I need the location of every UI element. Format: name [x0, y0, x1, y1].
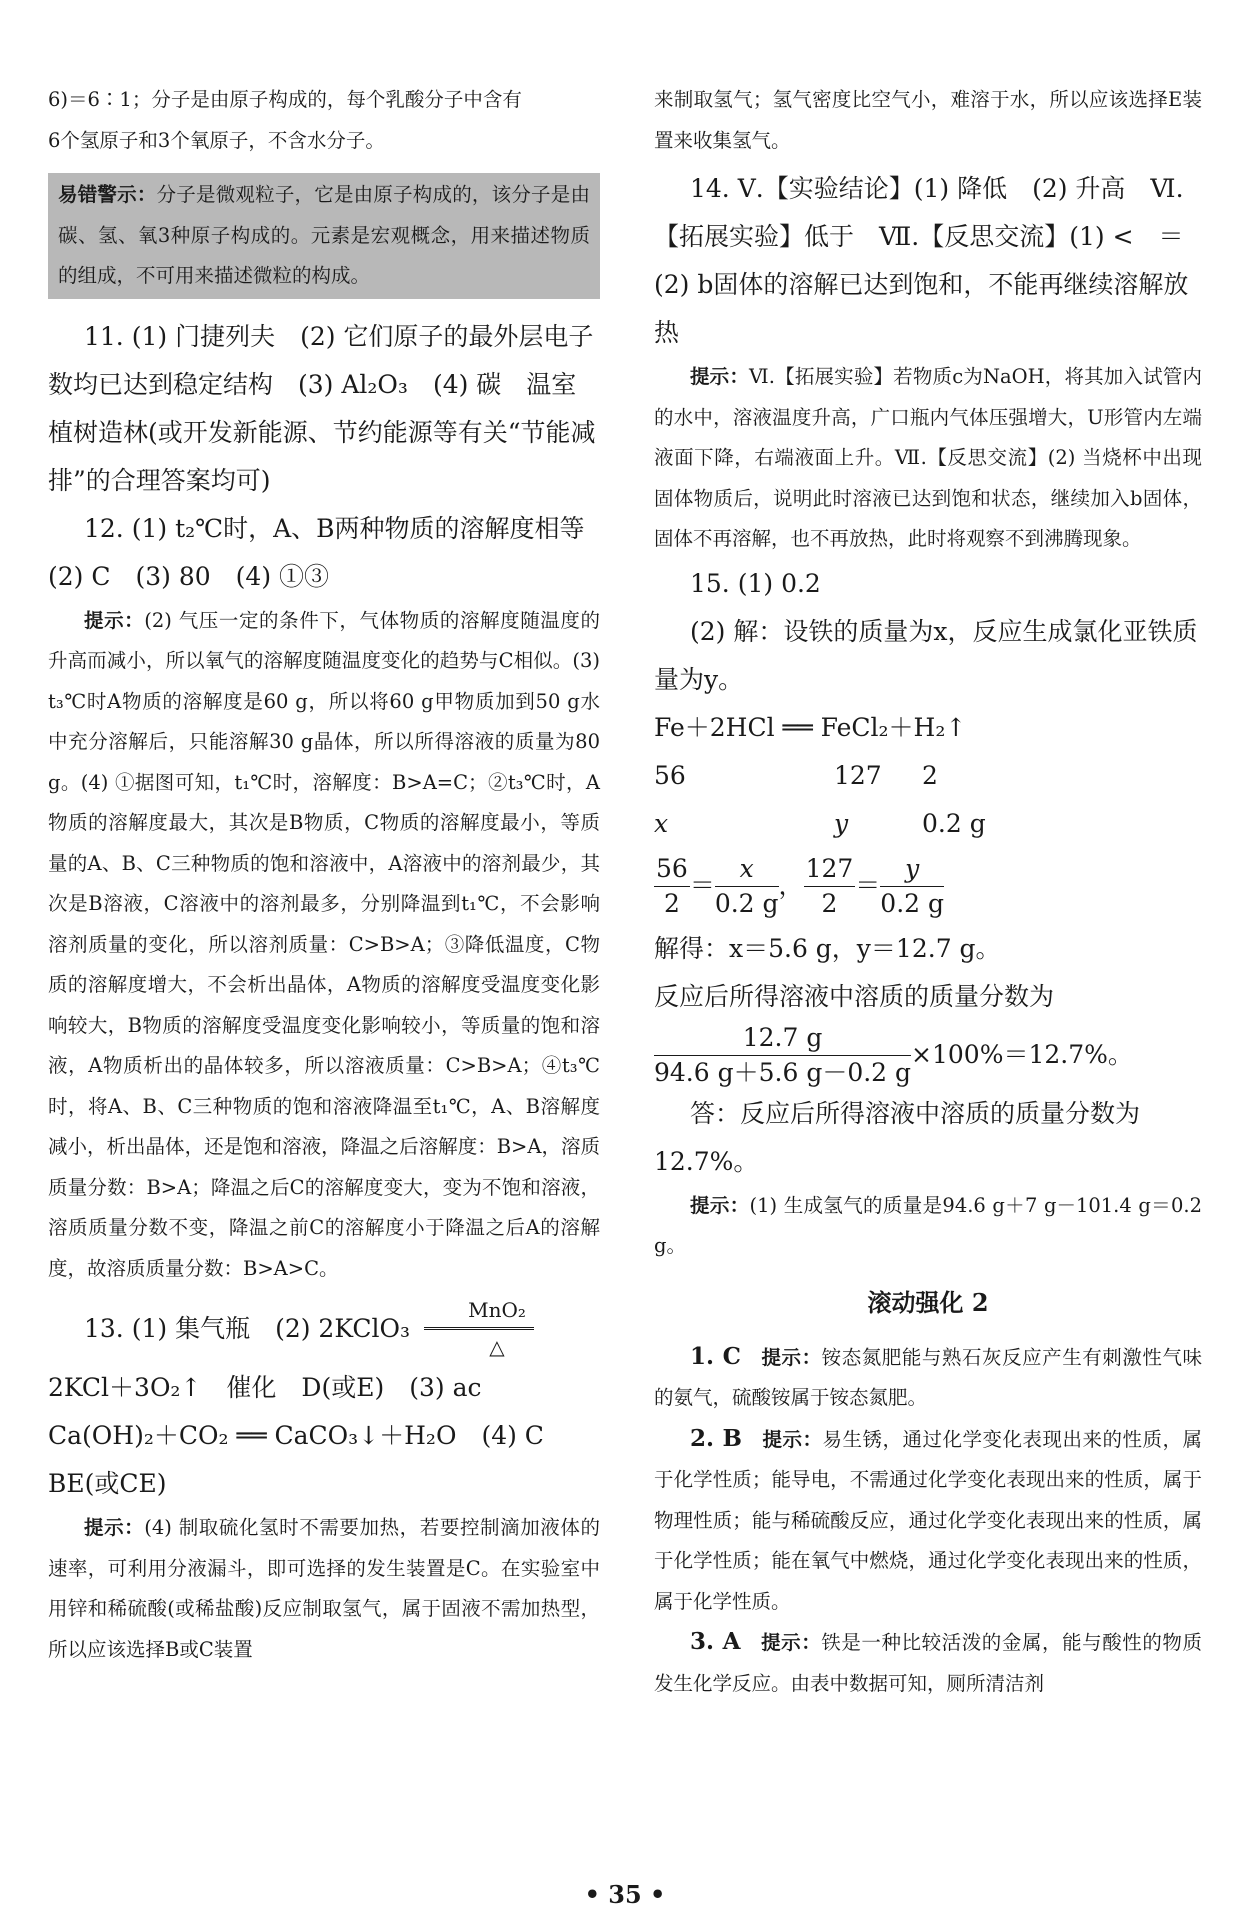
hint-label: 提示： [761, 1345, 822, 1369]
hint-text: (4) 制取硫化氢时不需要加热，若要控制滴加液体的速率，可利用分液漏斗，即可选择的发生装置是C。在实验室中用锌和稀硫酸(或稀盐酸)反应制取氢气，属于固液不需加热型，所以应该选择B或C装置 [48, 1516, 600, 1661]
hint-label: 提示： [84, 608, 145, 632]
answer-13-part-a: 13. (1) 集气瓶 (2) 2KClO₃ [84, 1313, 410, 1343]
catalyst-label: MnO₂ [424, 1293, 534, 1330]
text-line: 6个氢原子和3个氧原子，不含水分子。 [48, 128, 385, 152]
reaction-condition [424, 1293, 534, 1364]
hint-label: 提示： [761, 1631, 822, 1654]
hint-text: 易生锈，通过化学变化表现出来的性质，属于化学性质；能导电，不需通过化学变化表现出来的性质，属于物理性质；能与稀硫酸反应，通过化学变化表现出来的性质，属于化学性质；能在氧气中燃烧，通过化学变化表现出来的性质，属于化学性质。 [654, 1427, 1202, 1613]
hint-14 [654, 357, 1202, 560]
answer-13 [48, 1293, 600, 1508]
review-number: 3. A [690, 1628, 741, 1655]
answer-statement: 答：反应后所得溶液中溶质的质量分数为12.7%。 [654, 1098, 1141, 1176]
hint-15 [654, 1186, 1202, 1267]
mass-h2: 2 [922, 760, 938, 790]
molar-mass-row [654, 752, 1202, 800]
mass-fecl2: 127 [834, 760, 882, 790]
hint-label: 提示： [762, 1427, 823, 1451]
answer-15-part-1: 15. (1) 0.2 [690, 568, 821, 598]
review-2 [654, 1419, 1202, 1623]
warning-label: 易错警示： [58, 183, 157, 206]
answer-13-part-c: Ca(OH)₂＋CO₂ ══ CaCO₃↓＋H₂O (4) C [48, 1421, 544, 1450]
error-warning-box [48, 173, 600, 299]
answer-13-part-b: 2KCl＋3O₂↑ 催化 D(或E) (3) ac [48, 1373, 482, 1402]
hint-12 [48, 601, 600, 1290]
proportion-equations: $\frac{56}{2}$ ＝ $\frac{x}{0.2 g}$ ， $\frac{127}{2}$ ＝ $\frac{y}{0.2 g}$ [654, 852, 1202, 921]
hint-13 [48, 1508, 600, 1670]
fraction: $\frac{12.7 g}{94.6 g+5.6 g-0.2 g}$ [654, 1022, 912, 1087]
text-line: 6)＝6∶1；分子是由原子构成的，每个乳酸分子中含有 [48, 88, 522, 111]
hint-text: 铁是一种比较活泼的金属，能与酸性的物质发生化学反应。由表中数据可知，厕所清洁剂 [654, 1631, 1202, 1695]
answer-13-part-d: BE(或CE) [48, 1469, 167, 1498]
fraction: $\frac{y}{0.2 g}$ [880, 853, 945, 918]
solution-result: 解得：x＝5.6 g，y＝12.7 g。 [654, 933, 1001, 963]
value-h2: 0.2 g [922, 808, 986, 838]
var-x: x [654, 808, 669, 838]
hint-label: 提示： [84, 1516, 145, 1539]
text-line: 来制取氢气；氢气密度比空气小，难溶于水，所以应该选择E装置来收集氢气。 [654, 88, 1202, 152]
hint-label: 提示： [690, 1193, 750, 1217]
heat-symbol: △ [489, 1335, 505, 1359]
hint-text: 铵态氮肥能与熟石灰反应产生有刺激性气味的氨气，硫酸铵属于铵态氮肥。 [654, 1345, 1202, 1409]
review-3 [654, 1622, 1202, 1704]
right-column [654, 80, 1209, 1704]
fraction: $\frac{x}{0.2 g}$ [714, 853, 779, 918]
fraction: $\frac{127}{2}$ [805, 853, 854, 918]
hint-label: 提示： [690, 365, 750, 388]
answer-12: 12. (1) t₂℃时，A、B两种物质的溶解度相等 (2) C (3) 80 (4) ①③ [48, 513, 610, 591]
var-y: y [834, 808, 849, 838]
hint-text: (1) 生成氢气的质量是94.6 g＋7 g－101.4 g＝0.2 g。 [654, 1193, 1202, 1257]
hint-text: (2) 气压一定的条件下，气体物质的溶解度随温度的升高而减小，所以氧气的溶解度随温度变化的趋势与C相似。(3) t₃℃时A物质的溶解度是60 g，所以将60 g甲物质加到50 g水中充分溶解后，只能溶解30 g晶体，所以所得溶液的质量为80 g。(4) ①据图可知，t₁℃时，溶解度：B>A=C；②t₃℃时，A物质的溶解度最大，其次是B物质，C物质的溶解度最小，等质量的A、B、C三种物质的饱和溶液中，A溶液中的溶剂最少，其次是B溶液，C溶液中的溶剂最多，分别降温到t₁℃，不会影响溶剂质量的变化，所以溶剂质量：C>B>A；③降低温度，C物质的溶解度增大，不会析出晶体，A物质的溶解度受温度变化影响较大，B物质的溶解度受温度变化影响较小，等质量的饱和溶液，A物质析出的晶体较多，所以溶液质量：C>B>A；④t₃℃时，将A、B、C三种物质的饱和溶液降温至t₁℃，A、B溶解度减小，析出晶体，还是饱和溶液，降温之后溶解度：B>A，溶质质量分数：B>A；降温之后C的溶解度变大，变为不饱和溶液，溶质质量分数不变，降温之前C的溶解度小于降温之后A的溶解度，故溶质质量分数：B>A>C。 [48, 608, 600, 1280]
chemical-equation: Fe＋2HCl ══ FeCl₂＋H₂↑ [654, 712, 967, 742]
warning-text: 分子是微观粒子，它是由原子构成的，该分子是由碳、氢、氧3种原子构成的。元素是宏观概念，用来描述物质的组成，不可用来描述微粒的构成。 [58, 183, 590, 287]
mass-fraction-calc [654, 1021, 1202, 1090]
variable-row [654, 800, 1202, 848]
mass-fraction-intro: 反应后所得溶液中溶质的质量分数为 [654, 981, 1055, 1011]
review-number: 2. B [690, 1424, 742, 1452]
left-column [48, 80, 610, 1670]
percent-result: ×100%＝12.7%。 [911, 1040, 1133, 1069]
page-number: • 35 • [584, 1880, 666, 1909]
review-1 [654, 1337, 1202, 1419]
section-title: 滚动强化 2 [867, 1287, 989, 1317]
answer-11: 11. (1) 门捷列夫 (2) 它们原子的最外层电子数均已达到稳定结构 (3) Al₂O₃ (4) 碳 温室 植树造林(或开发新能源、节约能源等有关“节能减排”的合理答案均可) [48, 321, 602, 495]
answer-15-part-2: (2) 解：设铁的质量为x，反应生成氯化亚铁质量为y。 [654, 616, 1198, 694]
answer-14: 14. Ⅴ.【实验结论】(1) 降低 (2) 升高 Ⅵ.【拓展实验】低于 Ⅶ.【反思交流】(1) < ＝ (2) b固体的溶解已达到饱和，不能再继续溶解放热 [654, 174, 1209, 347]
mass-fe: 56 [654, 760, 686, 790]
fraction: $\frac{56}{2}$ [656, 853, 688, 918]
review-number: 1. C [690, 1342, 741, 1370]
hint-text: Ⅵ.【拓展实验】若物质c为NaOH，将其加入试管内的水中，溶液温度升高，广口瓶内气体压强增大，U形管内左端液面下降，右端液面上升。Ⅶ.【反思交流】(2) 当烧杯中出现固体物质后，说明此时溶液已达到饱和状态，继续加入b固体，固体不再溶解，也不再放热，此时将观察不到沸腾现象。 [654, 365, 1202, 550]
